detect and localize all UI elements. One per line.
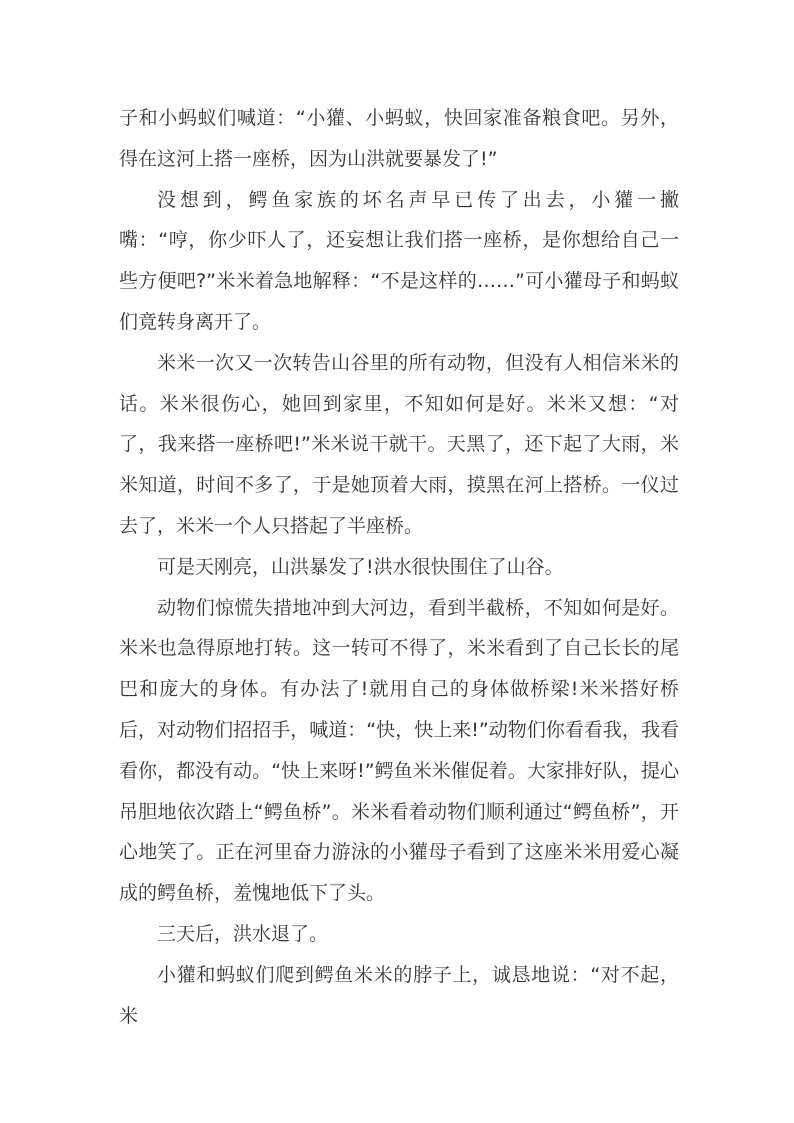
paragraph: 可是天刚亮，山洪暴发了!洪水很快围住了山谷。 xyxy=(157,555,564,578)
story-text xyxy=(119,98,679,1036)
paragraph: 三天后，洪水退了。 xyxy=(157,922,329,945)
paragraph: 动物们惊慌失措地冲到大河边，看到半截桥，不知如何是好。米米也急得原地打转。这一转可不得了，米米看到了自己长长的尾巴和庞大的身体。有办法了!就用自己的身体做桥梁!米米搭好桥后，对动物们招招手，喊道：“快，快上来!”动物们你看看我，我看看你，都没有动。“快上来呀!”鳄鱼米米催促着。大家排好队，提心吊胆地依次踏上“鳄鱼桥”。米米看着动物们顺利通过“鳄鱼桥”，开心地笑了。正在河里奋力游泳的小獾母子看到了这座米米用爱心凝成的鳄鱼桥，羞愧地低下了头。 xyxy=(119,596,679,905)
paragraph-continuation: 子和小蚂蚁们喊道：“小獾、小蚂蚁，快回家准备粮食吧。另外，得在这河上搭一座桥，因为山洪就要暴发了!” xyxy=(119,107,679,170)
paragraph: 小獾和蚂蚁们爬到鳄鱼米米的脖子上，诚恳地说：“对不起，米 xyxy=(119,963,679,1027)
paragraph: 米米一次又一次转告山谷里的所有动物，但没有人相信米米的话。米米很伤心，她回到家里，不知如何是好。米米又想：“对了，我来搭一座桥吧!”米米说干就干。天黑了，还下起了大雨，米米知道，时间不多了，于是她顶着大雨，摸黑在河上搭桥。一仪过去了，米米一个人只搭起了半座桥。 xyxy=(119,351,679,537)
paragraph: 没想到，鳄鱼家族的坏名声早已传了出去，小獾一撇嘴：“哼，你少吓人了，还妄想让我们搭一座桥，是你想给自己一些方便吧?”米米着急地解释：“不是这样的……”可小獾母子和蚂蚁们竟转身离开了。 xyxy=(119,188,679,333)
